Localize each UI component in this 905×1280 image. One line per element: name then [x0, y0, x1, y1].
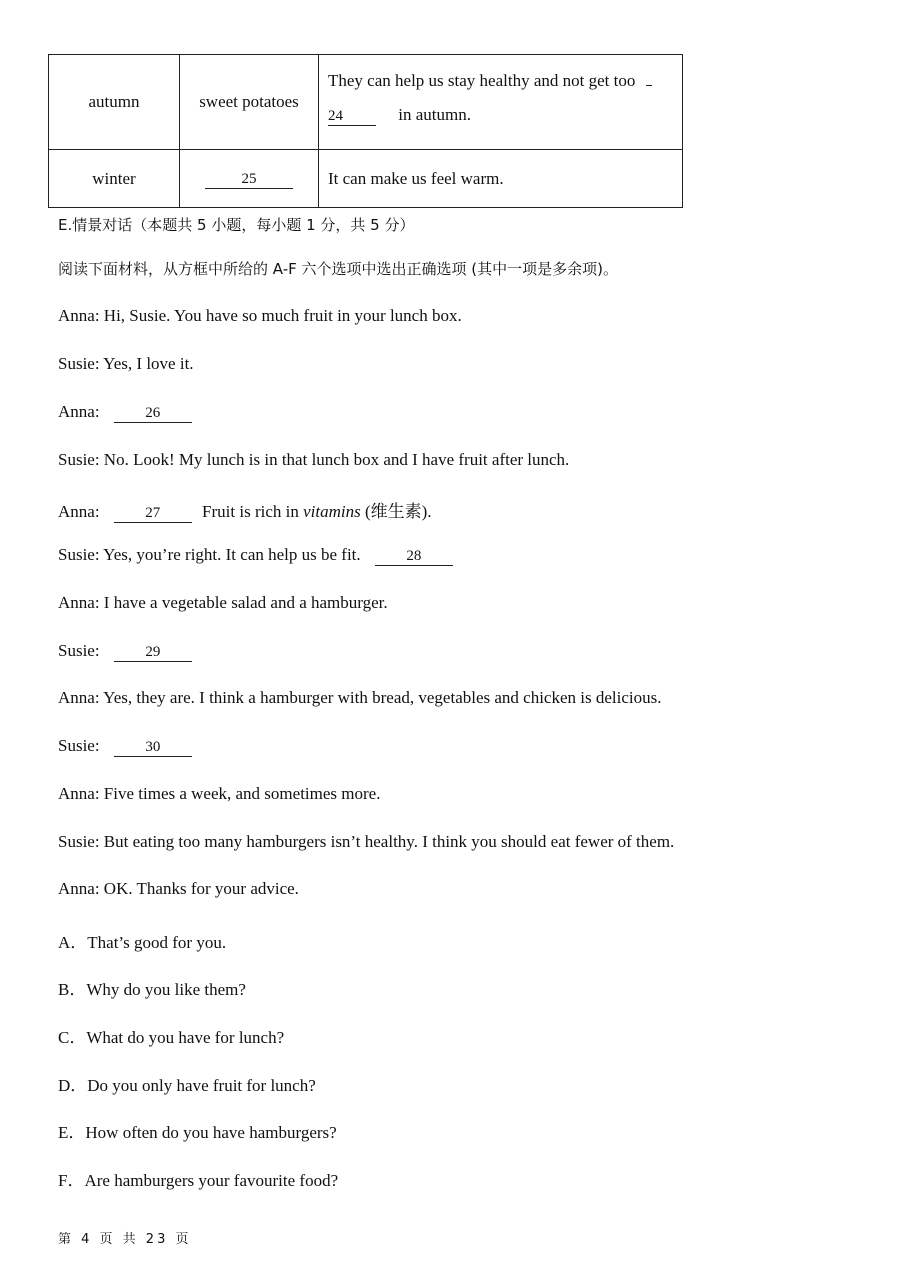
blank-28[interactable]: 28 — [375, 548, 453, 566]
option-a — [58, 928, 226, 953]
option-text: Do you only have fruit for lunch? — [87, 1076, 316, 1095]
blank-line — [646, 85, 652, 86]
table-row — [49, 55, 683, 150]
dialogue-line — [58, 545, 453, 566]
dialogue-text: Fruit is rich in — [202, 502, 299, 521]
option-text: What do you have for lunch? — [86, 1028, 285, 1047]
speaker: Susie: — [58, 641, 100, 660]
blank-26[interactable]: 26 — [114, 405, 192, 423]
option-b — [58, 975, 246, 1000]
dialogue-line — [58, 497, 432, 523]
page-footer: 第 4 页 共 23 页 — [58, 1232, 192, 1247]
dialogue-line: Susie: But eating too many hamburgers isn’t healthy. I think you should eat fewer of them. — [58, 832, 675, 851]
dialogue-line — [58, 736, 192, 757]
option-text: Why do you like them? — [86, 980, 246, 999]
reason-cell — [319, 55, 683, 150]
speaker: Anna: — [58, 502, 100, 521]
option-text: That’s good for you. — [87, 933, 227, 952]
option-letter: F． — [58, 1171, 85, 1190]
speaker: Susie: — [58, 736, 100, 755]
blank-27[interactable]: 27 — [114, 505, 192, 523]
option-c — [58, 1023, 284, 1048]
dialogue-line: Anna: I have a vegetable salad and a hamburger. — [58, 593, 388, 612]
option-e — [58, 1118, 337, 1143]
dialogue-line: Susie: Yes, I love it. — [58, 354, 194, 373]
section-title: E.情景对话（本题共 5 小题，每小题 1 分，共 5 分） — [58, 216, 415, 234]
dialogue-line — [58, 641, 192, 662]
speaker: Anna: — [58, 402, 100, 421]
dialogue-line: Anna: OK. Thanks for your advice. — [58, 879, 299, 898]
dialogue-line: Anna: Yes, they are. I think a hamburger with bread, vegetables and chicken is delicious. — [58, 688, 662, 707]
blank-30[interactable]: 30 — [114, 739, 192, 757]
option-f — [58, 1166, 338, 1191]
blank-25[interactable]: 25 — [205, 171, 293, 189]
dialogue-text: (维生素). — [364, 502, 432, 521]
option-d — [58, 1071, 316, 1096]
blank-24[interactable]: 24 — [328, 108, 376, 126]
dialogue-line — [58, 402, 192, 423]
food-cell: sweet potatoes — [180, 55, 319, 150]
section-instruction: 阅读下面材料，从方框中所给的 A-F 六个选项中选出正确选项 (其中一项是多余项)。 — [58, 260, 618, 278]
option-letter: D． — [58, 1076, 88, 1095]
dialogue-line: Susie: No. Look! My lunch is in that lunch box and I have fruit after lunch. — [58, 450, 570, 469]
dialogue-line: Anna: Hi, Susie. You have so much fruit in your lunch box. — [58, 306, 462, 325]
dialogue-italic: vitamins — [303, 502, 361, 521]
option-text: Are hamburgers your favourite food? — [84, 1171, 339, 1190]
dialogue-text: Susie: Yes, you’re right. It can help us be fit. — [58, 545, 361, 564]
option-letter: E． — [58, 1123, 86, 1142]
option-letter: A． — [58, 933, 88, 952]
option-letter: B． — [58, 980, 87, 999]
reason-text-end: in autumn. — [398, 105, 471, 124]
food-cell — [180, 150, 319, 208]
reason-cell: It can make us feel warm. — [319, 150, 683, 208]
season-cell: autumn — [49, 55, 180, 150]
reason-text: They can help us stay healthy and not get too — [328, 71, 636, 90]
season-cell: winter — [49, 150, 180, 208]
table-row — [49, 150, 683, 208]
option-letter: C． — [58, 1028, 87, 1047]
blank-29[interactable]: 29 — [114, 644, 192, 662]
option-text: How often do you have hamburgers? — [85, 1123, 337, 1142]
food-season-table — [48, 54, 683, 208]
dialogue-line: Anna: Five times a week, and sometimes more. — [58, 784, 381, 803]
